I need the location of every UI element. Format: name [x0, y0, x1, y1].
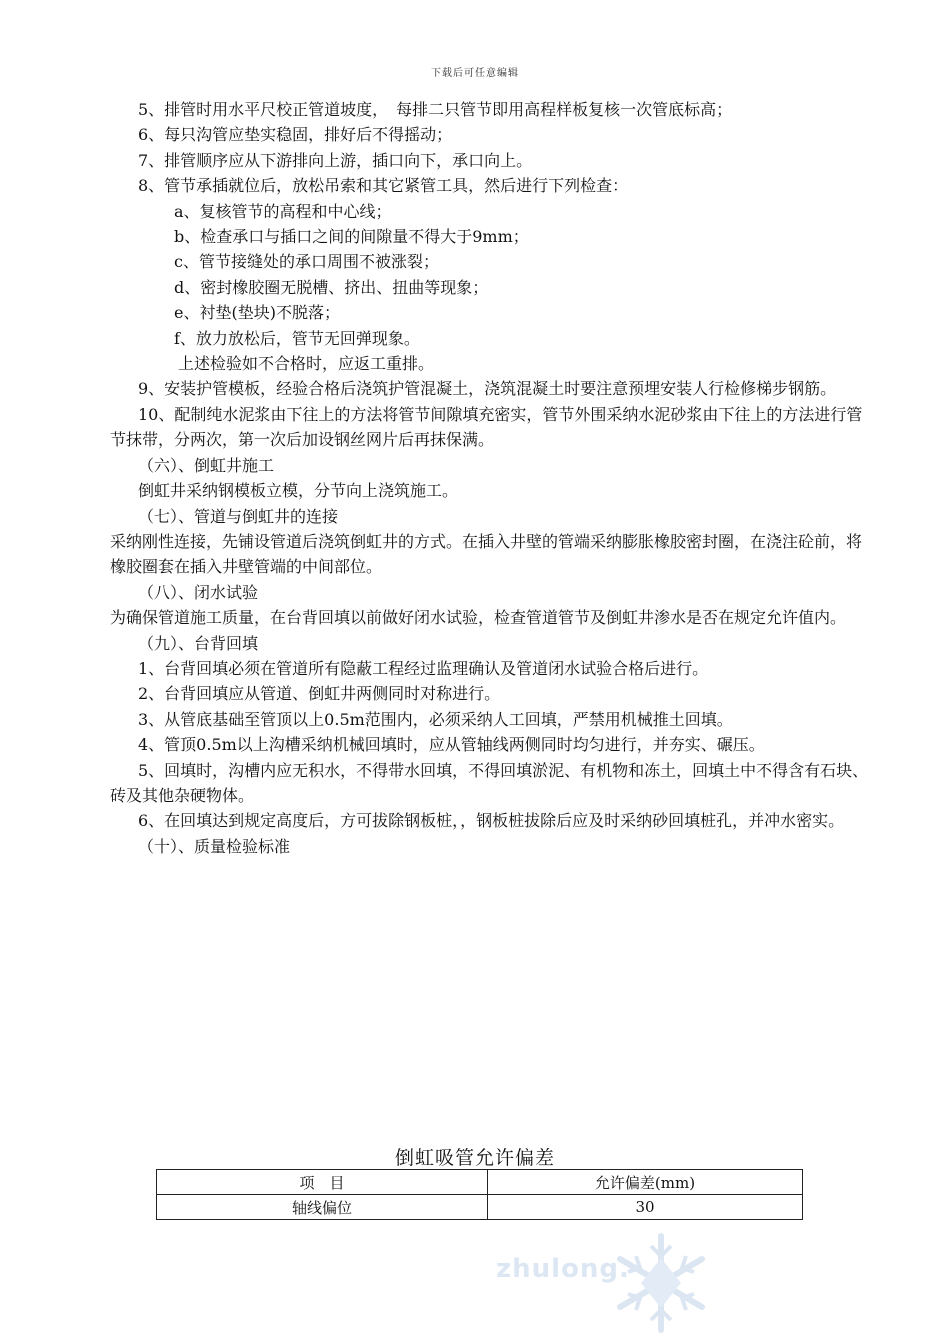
paragraph: （八）、闭水试验 — [138, 582, 259, 602]
paragraph: 采纳刚性连接，先铺设管道后浇筑倒虹井的方式。在插入井壁的管端采纳膨胀橡胶密封圈，在浇注砼前，将橡胶圈套在插入井壁管端的中间部位。 — [110, 531, 863, 577]
table-header-deviation: 允许偏差(mm) — [488, 1170, 803, 1195]
paragraph: （十）、质量检验标准 — [138, 836, 291, 856]
paragraph: 6、在回填达到规定高度后，方可拔除钢板桩，，钢板桩拔除后应及时采纳砂回填桩孔，并冲水密实。 — [138, 811, 845, 831]
paragraph: 3、从管底基础至管顶以上0.5m范围内，必须采纳人工回填，严禁用机械推土回填。 — [138, 709, 733, 729]
paragraph: f、放力放松后，管节无回弹现象。 — [174, 328, 420, 348]
table-header-row — [157, 1170, 803, 1195]
document-body — [110, 97, 870, 859]
table-header-item: 项 目 — [157, 1170, 488, 1195]
watermark-snowflake-icon — [606, 1228, 716, 1338]
paragraph: 倒虹井采纳钢模板立模，分节向上浇筑施工。 — [138, 481, 459, 501]
table-cell: 30 — [488, 1195, 803, 1220]
paragraph: 1、台背回填必须在管道所有隐蔽工程经过监理确认及管道闭水试验合格后进行。 — [138, 658, 709, 678]
paragraph: 6、每只沟管应垫实稳固，排好后不得摇动； — [138, 125, 453, 145]
paragraph: 2、台背回填应从管道、倒虹井两侧同时对称进行。 — [138, 684, 501, 704]
paragraph: （六）、倒虹井施工 — [138, 455, 275, 475]
paragraph: e、衬垫(垫块)不脱落； — [174, 303, 340, 323]
paragraph: 为确保管道施工质量，在台背回填以前做好闭水试验，检查管道管节及倒虹井渗水是否在规定允许值内。 — [110, 608, 847, 628]
paragraph: c、管节接缝处的承口周围不被涨裂； — [174, 252, 439, 272]
paragraph: （九）、台背回填 — [138, 633, 259, 653]
paragraph: d、密封橡胶圈无脱槽、挤出、扭曲等现象； — [174, 277, 489, 297]
paragraph: 4、管顶0.5m以上沟槽采纳机械回填时，应从管轴线两侧同时均匀进行，并夯实、碾压。 — [138, 735, 765, 755]
paragraph: 9、安装护管模板，经验合格后浇筑护管混凝土，浇筑混凝土时要注意预埋安装人行检修梯步钢筋。 — [138, 379, 837, 399]
paragraph: 5、回填时，沟槽内应无积水，不得带水回填，不得回填淤泥、有机物和冻土，回填土中不得含有石块、砖及其他杂硬物体。 — [110, 760, 869, 805]
paragraph: 8、管节承插就位后，放松吊索和其它紧管工具，然后进行下列检查： — [138, 176, 629, 196]
paragraph: 5、排管时用水平尺校正管道坡度， 每排二只管节即用高程样板复核一次管底标高； — [138, 100, 733, 119]
paragraph: 上述检验如不合格时，应返工重排。 — [178, 354, 435, 374]
paragraph: b、检查承口与插口之间的间隙量不得大于9mm； — [174, 227, 529, 247]
watermark-text: zhulong. — [496, 1254, 630, 1284]
deviation-table — [156, 1169, 803, 1220]
paragraph: 10、配制纯水泥浆由下往上的方法将管节间隙填充密实，管节外围采纳水泥砂浆由下往上的方法进行管节抹带，分两次，第一次后加设钢丝网片后再抹保满。 — [110, 404, 863, 450]
page-header: 下载后可任意编辑 — [431, 68, 519, 79]
table-title: 倒虹吸管允许偏差 — [394, 1147, 555, 1169]
table-row — [157, 1195, 803, 1220]
paragraph: a、复核管节的高程和中心线； — [174, 201, 392, 221]
paragraph: 7、排管顺序应从下游排向上游，插口向下，承口向上。 — [138, 150, 533, 170]
table-cell: 轴线偏位 — [157, 1195, 488, 1220]
paragraph: （七）、管道与倒虹井的连接 — [138, 506, 339, 526]
